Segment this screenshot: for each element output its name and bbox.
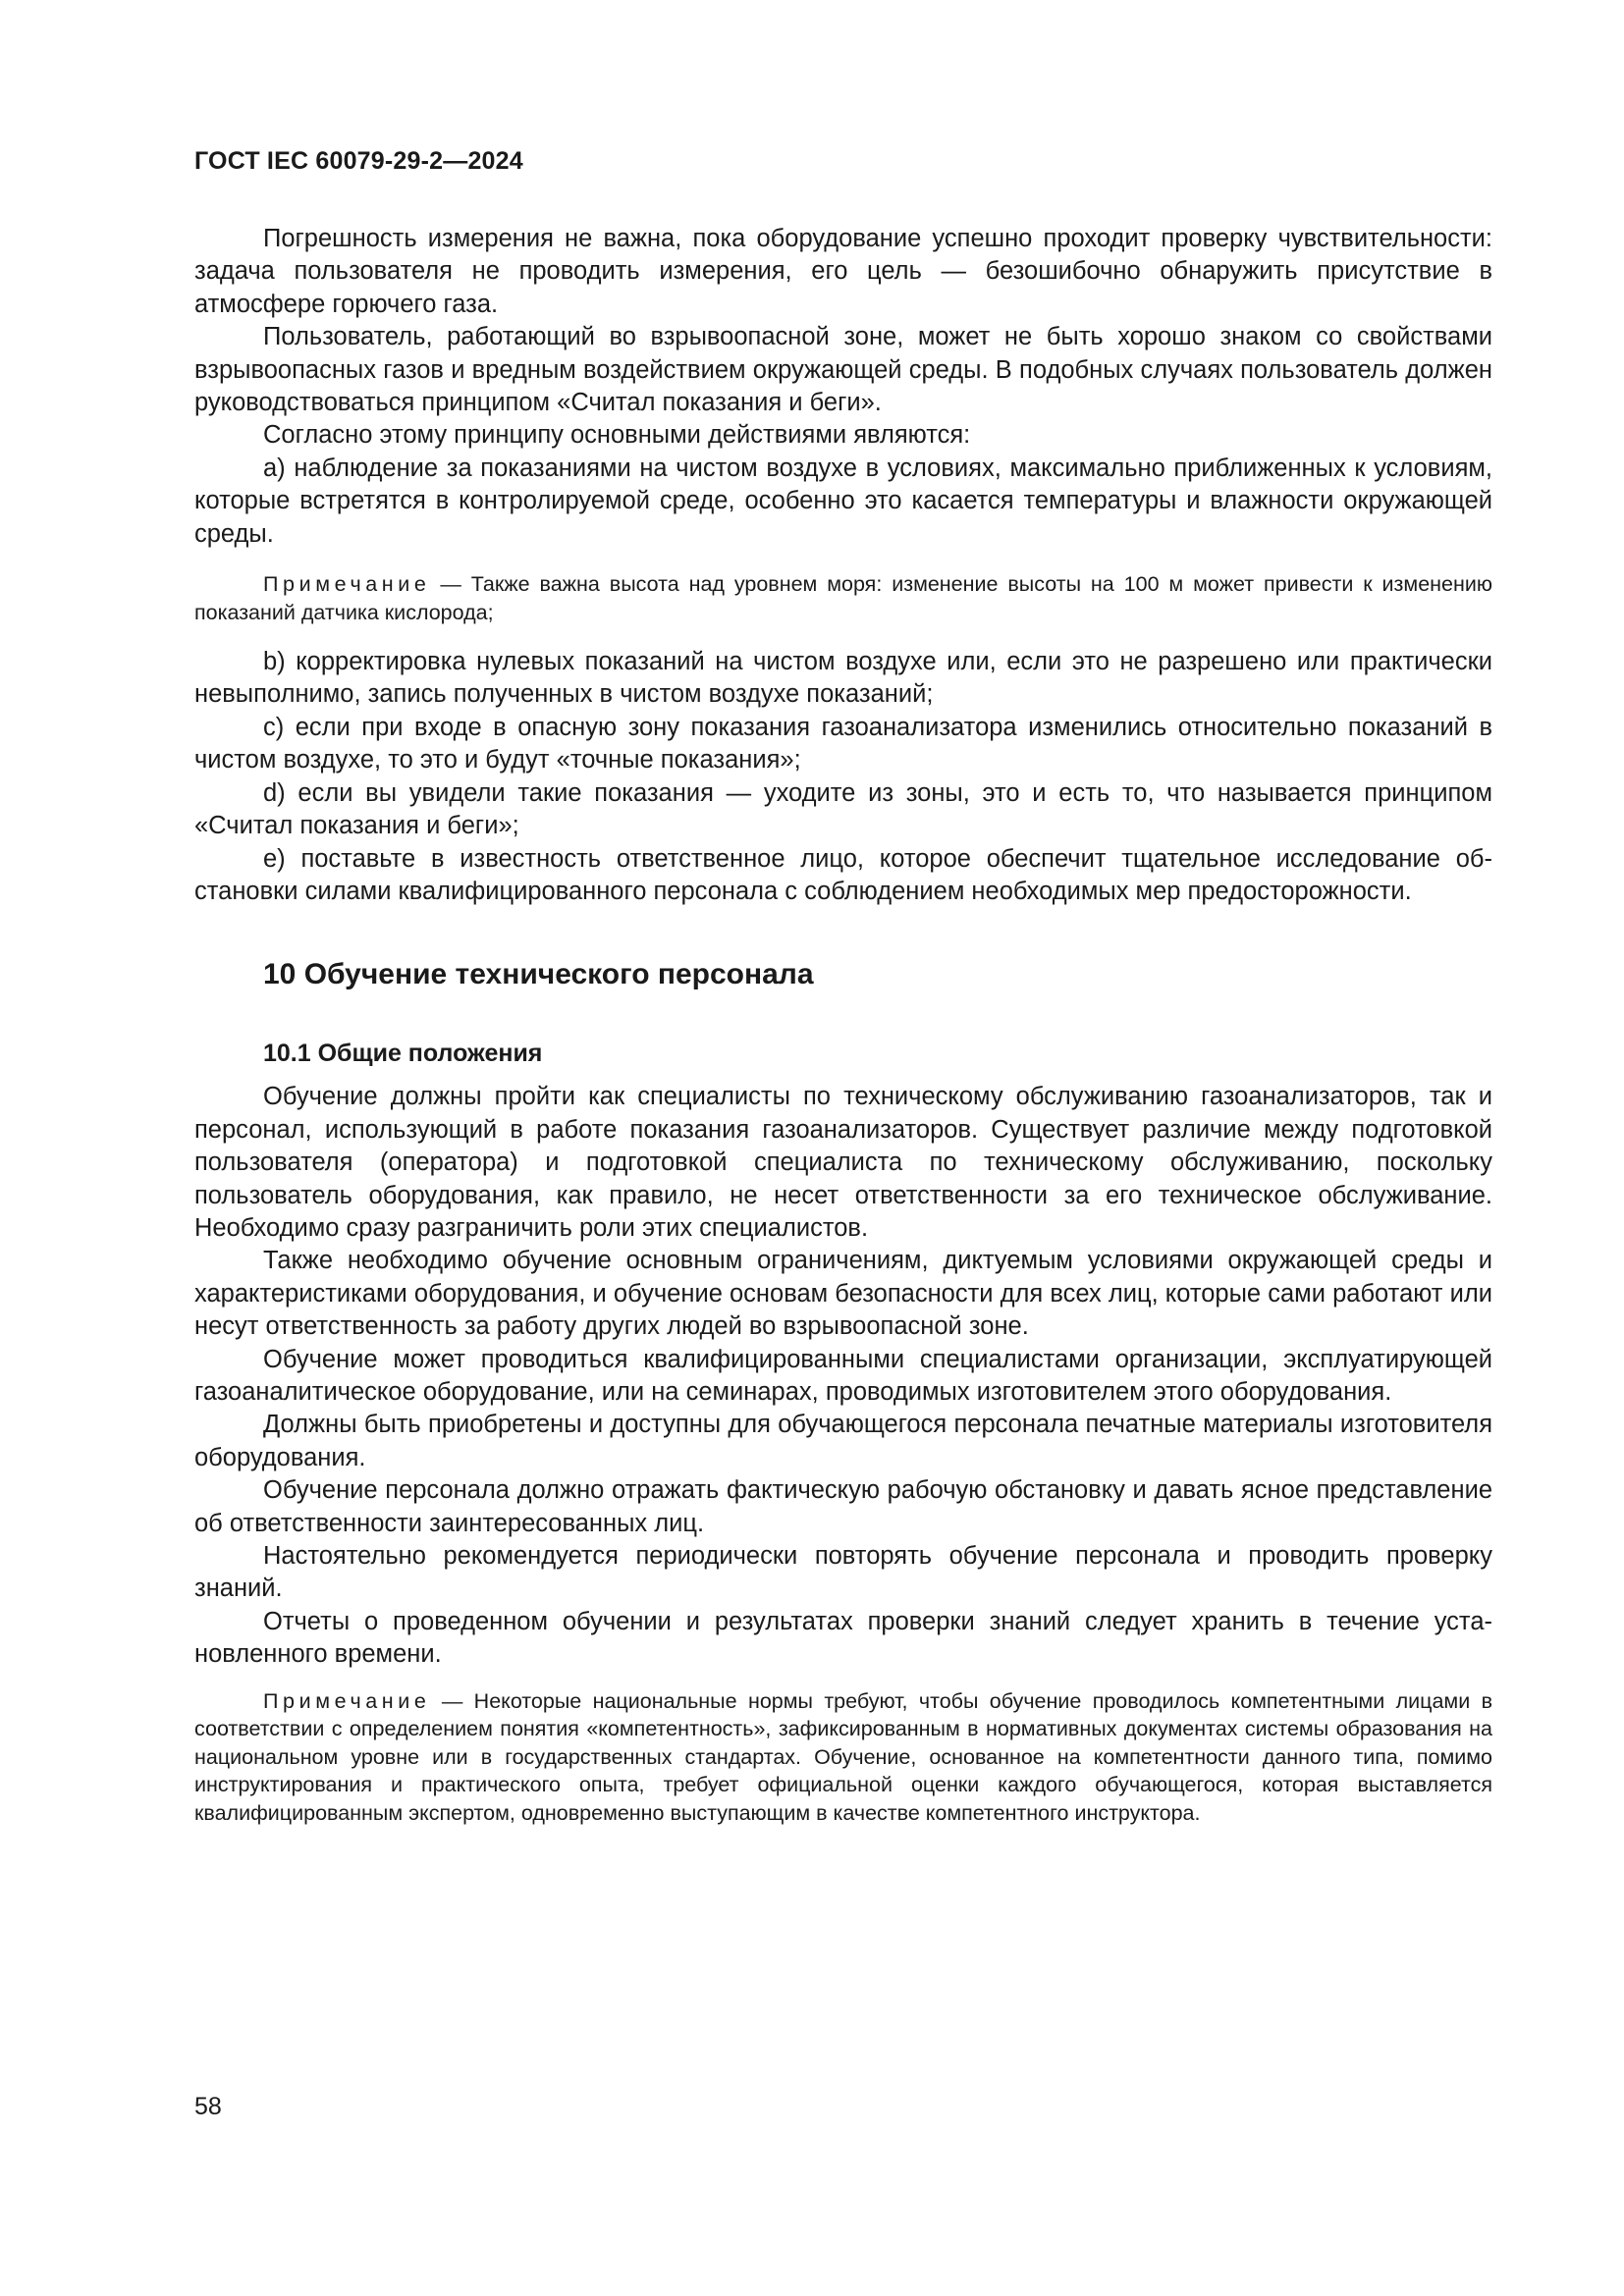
subsection-heading: 10.1 Общие положения bbox=[263, 1040, 543, 1068]
list-item-d: d) если вы увидели такие показания — уходите из зоны, это и есть то, что называется принципом «Считал показания и беги»; bbox=[194, 778, 1492, 840]
paragraph: Должны быть приобретены и доступны для обучающегося персонала печатные материалы изготовителя оборудования. bbox=[194, 1411, 1492, 1471]
paragraph: Обучение может проводиться квалифицированными специалистами организации, эксплуатирующей газоаналитическое оборудование, или на семинарах, проводимых изготовителем этого оборудования. bbox=[194, 1345, 1492, 1406]
document-code-header: ГОСТ IEC 60079-29-2—2024 bbox=[194, 147, 523, 175]
note-label: Примечание bbox=[263, 572, 431, 597]
list-item-e: е) поставьте в известность ответственное лицо, которое обеспечит тщательное исследование обстановки силами квалифицированного персонала с соблюдением необходимых мер предосторожности. bbox=[194, 844, 1492, 905]
page-content bbox=[194, 223, 1492, 1827]
paragraph: Погрешность измерения не важна, пока оборудование успешно проходит проверку чувствительности: задача пользователя не проводить измерения, его цель — безошибочно обнаружить присутствие в атмосфере горючего газа. bbox=[194, 225, 1492, 318]
note-text: — Также важна высота над уровнем моря: изменение высоты на 100 м может привести к изменению показаний датчика кислорода; bbox=[194, 572, 1492, 624]
paragraph: Настоятельно рекомендуется периодически повторять обучение персонала и проводить проверку знаний. bbox=[194, 1542, 1492, 1603]
paragraph: Также необходимо обучение основным ограничениям, диктуемым условиями окружающей среды и характеристиками оборудования, и обучение основам безопасности для всех лиц, которые сами работают или несут ответственность за работу других людей во взрывоопасной зоне. bbox=[194, 1247, 1492, 1341]
list-item-c: с) если при входе в опасную зону показания газоанализатора изменились относительно показаний в чистом воздухе, то это и будут «точные показания»; bbox=[194, 713, 1492, 774]
paragraph: Обучение должны пройти как специалисты по техническому обслуживанию газоанализаторов, так и персонал, использующий в работе показания газоанализаторов. Существует различие между подготовкой пользователя (оператора) и подготовкой специалиста по техническому обслуживанию, поскольку пользователь оборудования, как правило, не несет ответственности за его техническое обслуживание. Необходимо сразу разграничить роли этих специалистов. bbox=[194, 1083, 1492, 1242]
list-item-b: b) корректировка нулевых показаний на чистом воздухе или, если это не разрешено или практически невыполнимо, запись полученных в чистом воздухе показаний; bbox=[194, 648, 1492, 709]
paragraph: Согласно этому принципу основными действиями являются: bbox=[263, 421, 971, 450]
note-text: — Некоторые национальные нормы требуют, чтобы обучение проводилось компетентными лицами в соответствии с определением понятия «компетентность», зафиксированным в нормативных документах системы образования на национальном уровне или в государственных стандартах. Обучение, основанное на компетентности данного типа, помимо инструктирования и практического опыта, требует официальной оценки каждого обучающегося, которая выставляется квалифицированным экспертом, одновременно выступающим в качестве компетентного инструктора. bbox=[194, 1688, 1492, 1825]
paragraph: Отчеты о проведенном обучении и результатах проверки знаний следует хранить в течение установленного времени. bbox=[194, 1607, 1492, 1669]
note-label: Примечание bbox=[263, 1688, 431, 1713]
paragraph: Пользователь, работающий во взрывоопасной зоне, может не быть хорошо знаком со свойствами взрывоопасных газов и вредным воздействием окружающей среды. В подобных случаях пользователь должен руководствоваться принципом «Считал показания и беги». bbox=[194, 323, 1492, 417]
document-page bbox=[194, 0, 1492, 2296]
note-competence bbox=[194, 1687, 1492, 1828]
page-number: 58 bbox=[194, 2093, 222, 2120]
paragraph: Обучение персонала должно отражать фактическую рабочую обстановку и давать ясное представление об ответственности заинтересованных лиц. bbox=[194, 1476, 1492, 1537]
list-item-a: а) наблюдение за показаниями на чистом воздухе в условиях, максимально приближенных к условиям, которые встретятся в контролируемой среде, особенно это касается температуры и влажности окружающей среды. bbox=[194, 454, 1492, 548]
section-heading: 10 Обучение технического персонала bbox=[263, 958, 814, 991]
note-altitude bbox=[194, 570, 1492, 626]
